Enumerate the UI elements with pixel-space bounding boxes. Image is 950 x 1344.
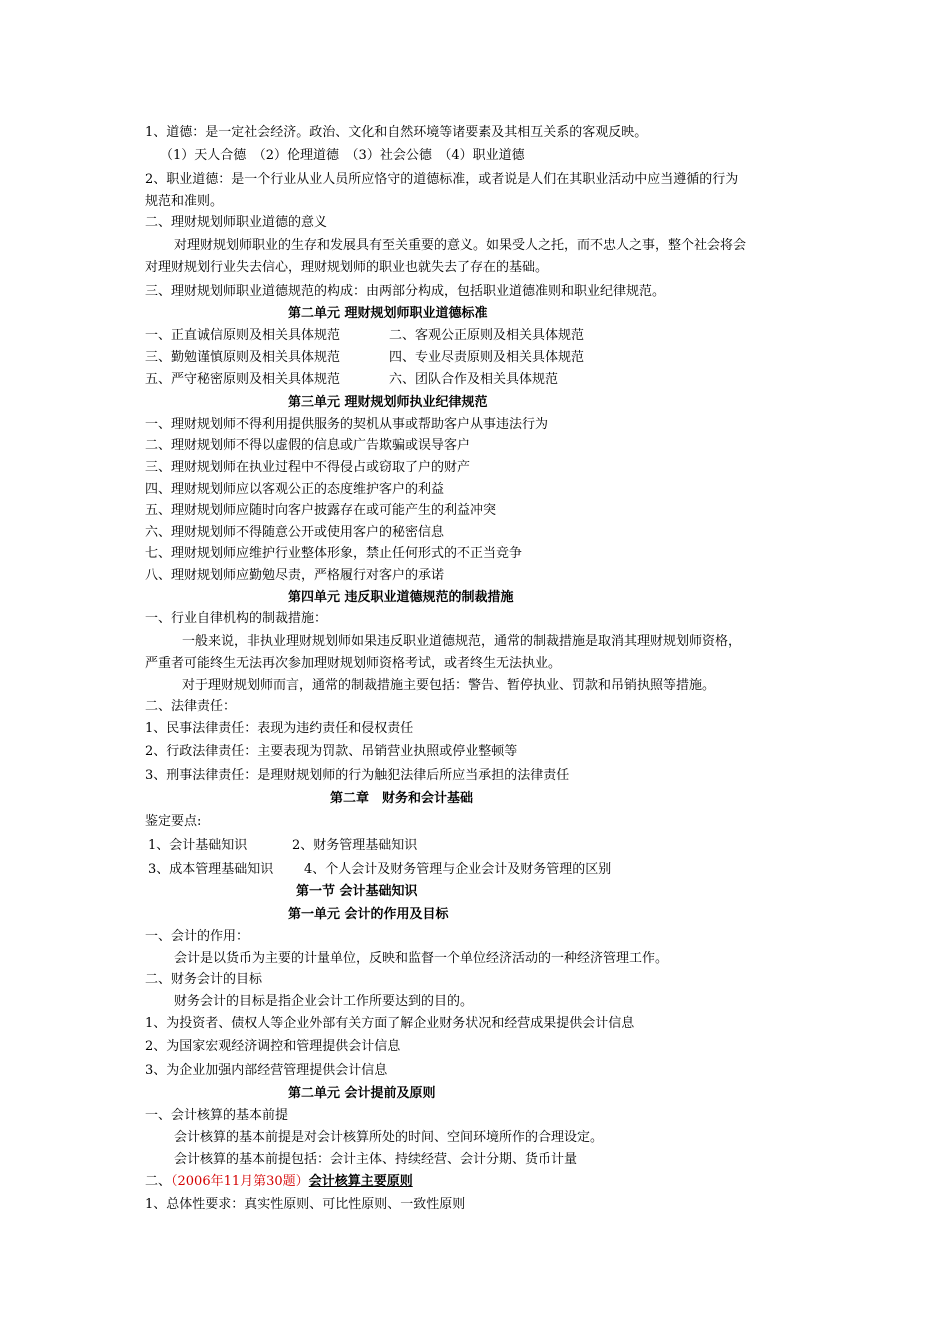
text-line bbox=[145, 1173, 413, 1191]
unit-heading: 第二单元 会计提前及原则 bbox=[288, 1086, 436, 1101]
text-line: 3、成本管理基础知识 bbox=[148, 862, 274, 877]
item-number: 二、 bbox=[145, 1174, 172, 1189]
text-line: 对理财规划师职业的生存和发展具有至关重要的意义。如果受人之托，而不忠人之事，整个社会将会 bbox=[174, 238, 747, 253]
section-heading: 第一节 会计基础知识 bbox=[296, 884, 418, 899]
unit-heading: 第四单元 违反职业道德规范的制裁措施 bbox=[288, 590, 514, 605]
text-line: 二、理财规划师不得以虚假的信息或广告欺骗或误导客户 bbox=[145, 438, 471, 453]
text-line: 五、严守秘密原则及相关具体规范 bbox=[145, 372, 341, 387]
text-line: 一般来说，非执业理财规划师如果违反职业道德规范，通常的制裁措施是取消其理财规划师资格， bbox=[182, 634, 742, 649]
text-line: 会计是以货币为主要的计量单位，反映和监督一个单位经济活动的一种经济管理工作。 bbox=[174, 951, 669, 966]
chapter-heading: 第二章 财务和会计基础 bbox=[330, 791, 474, 806]
text-line: 一、行业自律机构的制裁措施： bbox=[145, 611, 328, 626]
text-line: 2、为国家宏观经济调控和管理提供会计信息 bbox=[145, 1039, 401, 1054]
text-line: 一、会计核算的基本前提 bbox=[145, 1108, 289, 1123]
text-line: 三、勤勉谨慎原则及相关具体规范 bbox=[145, 350, 341, 365]
text-line: 2、职业道德：是一个行业从业人员所应恪守的道德标准，或者说是人们在其职业活动中应当遵循的行为 bbox=[145, 172, 739, 187]
text-line: 六、理财规划师不得随意公开或使用客户的秘密信息 bbox=[145, 525, 445, 540]
text-line: （1）天人合德 （2）伦理道德 （3）社会公德 （4）职业道德 bbox=[160, 148, 525, 163]
text-line: 1、总体性要求：真实性原则、可比性原则、一致性原则 bbox=[145, 1197, 466, 1212]
text-line: 会计核算的基本前提包括：会计主体、持续经营、会计分期、货币计量 bbox=[174, 1152, 578, 1167]
unit-heading: 第二单元 理财规划师职业道德标准 bbox=[288, 306, 488, 321]
text-line: 3、为企业加强内部经营管理提供会计信息 bbox=[145, 1063, 388, 1078]
text-line: 4、个人会计及财务管理与企业会计及财务管理的区别 bbox=[304, 862, 612, 877]
text-line: 四、专业尽责原则及相关具体规范 bbox=[389, 350, 585, 365]
text-line: 1、会计基础知识 bbox=[148, 838, 248, 853]
text-line: 鉴定要点: bbox=[145, 814, 202, 829]
text-line: 2、财务管理基础知识 bbox=[292, 838, 418, 853]
text-line: 财务会计的目标是指企业会计工作所要达到的目的。 bbox=[174, 994, 474, 1009]
text-line: 严重者可能终生无法再次参加理财规划师资格考试，或者终生无法执业。 bbox=[145, 656, 562, 671]
text-line: 会计核算的基本前提是对会计核算所处的时间、空间环境所作的合理设定。 bbox=[174, 1130, 604, 1145]
text-line: 1、民事法律责任：表现为违约责任和侵权责任 bbox=[145, 721, 414, 736]
text-line: 四、理财规划师应以客观公正的态度维护客户的利益 bbox=[145, 482, 445, 497]
exam-reference: （2006年11月第30题） bbox=[171, 1174, 309, 1189]
text-line: 2、行政法律责任：主要表现为罚款、吊销营业执照或停业整顿等 bbox=[145, 744, 518, 759]
text-line: 二、财务会计的目标 bbox=[145, 972, 263, 987]
unit-heading: 第一单元 会计的作用及目标 bbox=[288, 907, 449, 922]
text-line: 对理财规划行业失去信心，理财规划师的职业也就失去了存在的基础。 bbox=[145, 260, 549, 275]
text-line: 三、理财规划师职业道德规范的构成：由两部分构成，包括职业道德准则和职业纪律规范。 bbox=[145, 284, 666, 299]
text-line: 二、法律责任： bbox=[145, 699, 237, 714]
text-line: 六、团队合作及相关具体规范 bbox=[389, 372, 559, 387]
text-line: 3、刑事法律责任：是理财规划师的行为触犯法律后所应当承担的法律责任 bbox=[145, 768, 570, 783]
text-line: 三、理财规划师在执业过程中不得侵占或窃取了户的财产 bbox=[145, 460, 471, 475]
text-line: 七、理财规划师应维护行业整体形象，禁止任何形式的不正当竞争 bbox=[145, 546, 523, 561]
text-line: 八、理财规划师应勤勉尽责，严格履行对客户的承诺 bbox=[145, 568, 445, 583]
text-line: 五、理财规划师应随时向客户披露存在或可能产生的利益冲突 bbox=[145, 503, 497, 518]
text-line: 1、道德：是一定社会经济。政治、文化和自然环境等诸要素及其相互关系的客观反映。 bbox=[145, 125, 648, 140]
text-line: 1、为投资者、债权人等企业外部有关方面了解企业财务状况和经营成果提供会计信息 bbox=[145, 1016, 635, 1031]
topic-title: 会计核算主要原则 bbox=[308, 1174, 413, 1189]
text-line: 一、正直诚信原则及相关具体规范 bbox=[145, 328, 341, 343]
unit-heading: 第三单元 理财规划师执业纪律规范 bbox=[288, 395, 488, 410]
text-line: 二、客观公正原则及相关具体规范 bbox=[389, 328, 585, 343]
text-line: 规范和准则。 bbox=[145, 194, 224, 209]
text-line: 一、会计的作用： bbox=[145, 929, 250, 944]
section-heading: 二、理财规划师职业道德的意义 bbox=[145, 215, 328, 230]
text-line: 对于理财规划师而言，通常的制裁措施主要包括：警告、暂停执业、罚款和吊销执照等措施。 bbox=[182, 678, 716, 693]
text-line: 一、理财规划师不得利用提供服务的契机从事或帮助客户从事违法行为 bbox=[145, 417, 549, 432]
